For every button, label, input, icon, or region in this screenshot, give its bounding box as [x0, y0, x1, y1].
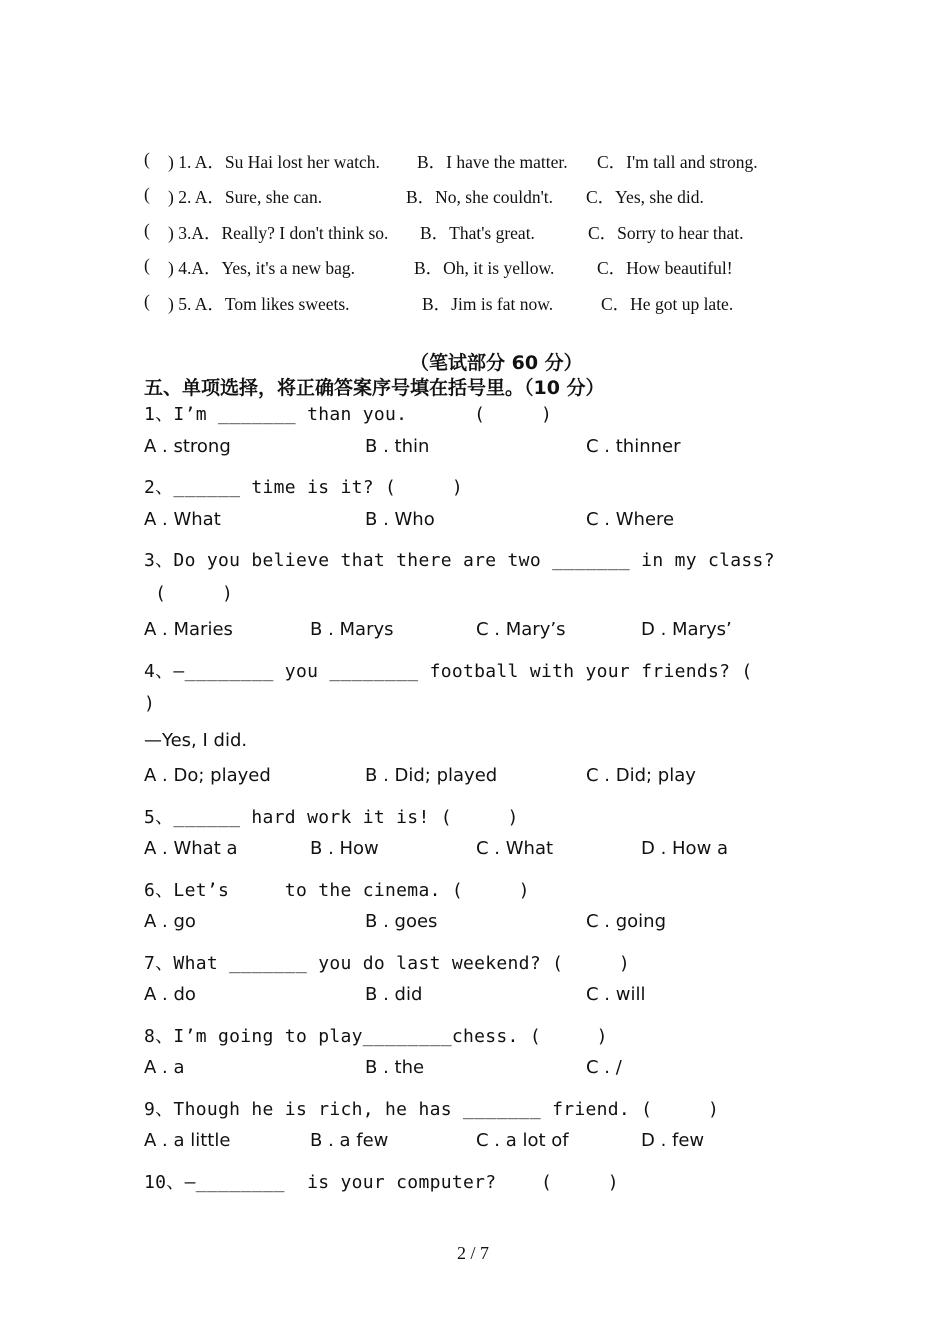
option-5-b: B . How — [310, 838, 379, 859]
option-9-d: D . few — [641, 1130, 705, 1151]
option-9-b: B . a few — [310, 1130, 389, 1151]
listening-item-2-a: ) 2. A．Sure, she can. — [168, 187, 323, 207]
listening-item-4-a: ) 4.A．Yes, it's a new bag. — [168, 258, 356, 278]
option-5-d: D . How a — [641, 838, 729, 859]
listening-item-4-b: B．Oh, it is yellow. — [414, 258, 555, 278]
option-1-c: C . thinner — [586, 436, 681, 457]
option-5-a: A . What a — [144, 838, 238, 859]
question-5: 5、______ hard work it is! ( ) — [144, 807, 519, 828]
option-9-c: C . a lot of — [476, 1130, 569, 1151]
option-9-a: A . a little — [144, 1130, 231, 1151]
question-1: 1、I’m _______ than you. ( ) — [144, 404, 553, 425]
question-7: 7、What _______ you do last weekend? ( ) — [144, 953, 631, 974]
written-part-title: （笔试部分 60 分） — [410, 352, 583, 374]
option-4-b: B . Did; played — [365, 765, 498, 786]
listening-item-5-b: B．Jim is fat now. — [422, 294, 554, 314]
question-2: 2、______ time is it? ( ) — [144, 477, 463, 498]
option-8-b: B . the — [365, 1057, 425, 1078]
option-3-a: A . Maries — [144, 619, 233, 640]
section-title: 五、单项选择，将正确答案序号填在括号里。（10 分） — [144, 377, 605, 399]
listening-paren: ( — [144, 149, 150, 169]
listening-paren: ( — [144, 220, 150, 240]
question-3: 3、Do you believe that there are two _______ in my class? — [144, 550, 775, 571]
question-4-answer: —Yes, I did. — [144, 730, 248, 751]
option-6-b: B . goes — [365, 911, 438, 932]
listening-item-2-b: B．No, she couldn't. — [406, 187, 554, 207]
question-4-paren: ) — [144, 693, 156, 714]
listening-item-1-c: C．I'm tall and strong. — [597, 152, 758, 172]
option-4-a: A . Do; played — [144, 765, 271, 786]
listening-paren: ( — [144, 291, 150, 311]
question-4: 4、—________ you ________ football with your friends? ( — [144, 661, 753, 682]
option-5-c: C . What — [476, 838, 554, 859]
option-3-d: D . Marys’ — [641, 619, 732, 640]
option-8-c: C . / — [586, 1057, 622, 1078]
question-6: 6、Let’s to the cinema. ( ) — [144, 880, 530, 901]
question-3-paren: ( ) — [144, 583, 234, 604]
option-2-a: A . What — [144, 509, 221, 530]
option-7-a: A . do — [144, 984, 196, 1005]
option-6-c: C . going — [586, 911, 667, 932]
listening-item-4-c: C．How beautiful! — [597, 258, 733, 278]
listening-item-1-b: B．I have the matter. — [417, 152, 568, 172]
option-8-a: A . a — [144, 1057, 185, 1078]
option-3-b: B . Marys — [310, 619, 394, 640]
listening-item-3-b: B．That's great. — [420, 223, 535, 243]
listening-item-1-a: ) 1. A．Su Hai lost her watch. — [168, 152, 380, 172]
listening-item-5-c: C．He got up late. — [601, 294, 734, 314]
listening-paren: ( — [144, 255, 150, 275]
question-10: 10、—________ is your computer? ( ) — [144, 1172, 619, 1193]
option-1-b: B . thin — [365, 436, 430, 457]
option-2-c: C . Where — [586, 509, 675, 530]
option-4-c: C . Did; play — [586, 765, 696, 786]
option-1-a: A . strong — [144, 436, 231, 457]
option-2-b: B . Who — [365, 509, 435, 530]
listening-item-3-c: C．Sorry to hear that. — [588, 223, 744, 243]
listening-item-2-c: C．Yes, she did. — [586, 187, 704, 207]
option-6-a: A . go — [144, 911, 196, 932]
question-8: 8、I’m going to play________chess. ( ) — [144, 1026, 608, 1047]
question-9: 9、Though he is rich, he has _______ friend. ( ) — [144, 1099, 720, 1120]
page-number: 2 / 7 — [457, 1243, 490, 1263]
listening-item-3-a: ) 3.A．Really? I don't think so. — [168, 223, 389, 243]
option-7-c: C . will — [586, 984, 646, 1005]
option-7-b: B . did — [365, 984, 423, 1005]
listening-paren: ( — [144, 184, 150, 204]
option-3-c: C . Mary’s — [476, 619, 566, 640]
listening-item-5-a: ) 5. A．Tom likes sweets. — [168, 294, 350, 314]
